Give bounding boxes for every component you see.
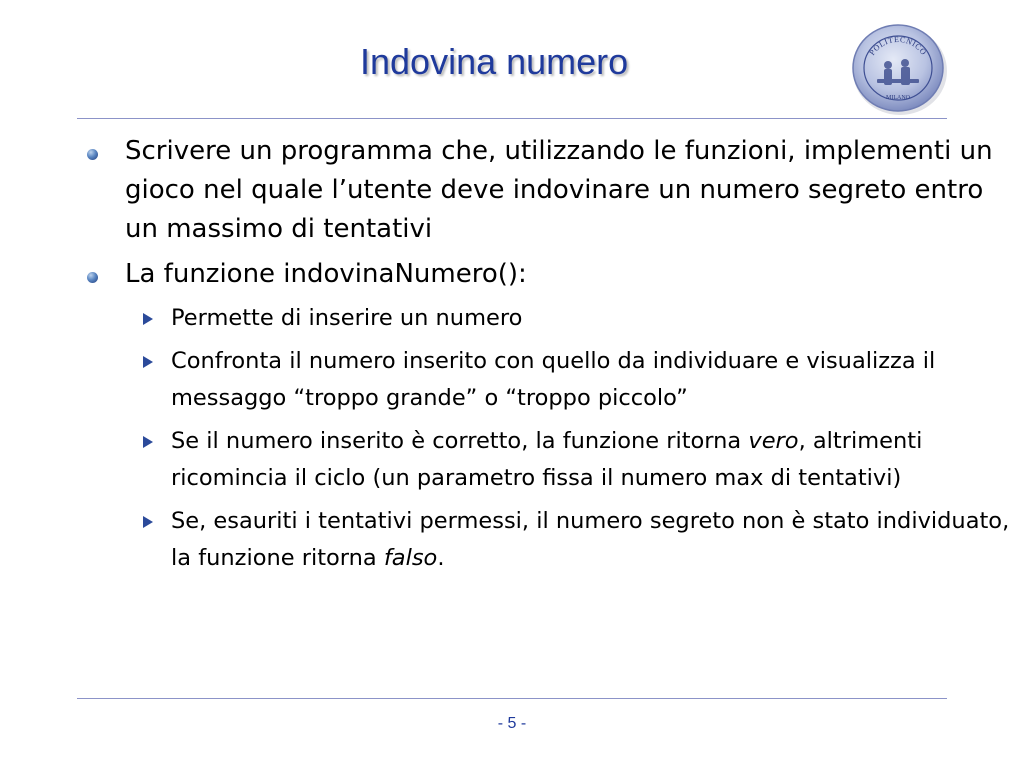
sub-bullet-item: [0, 300, 1011, 337]
text-segment: Se, esauriti i tentativi permessi, il numero segreto non è stato individuato, la funzione ritorna: [171, 508, 1010, 571]
sub-bullet-item: [0, 503, 1011, 577]
bullet-item: [0, 255, 995, 294]
slide-body: [0, 132, 1024, 583]
logo-text-top: POLITECNICO: [867, 34, 929, 57]
sub-bullet-item: [0, 343, 1011, 417]
sub-bullet-text: [171, 508, 1009, 571]
bullet-text: Scrivere un programma che, utilizzando le funzioni, implementi un gioco nel quale l’utente deve indovinare un numero segreto entro un massimo di tentativi: [125, 136, 993, 244]
sphere-bullet-icon: [87, 272, 98, 283]
triangle-bullet-icon: [143, 313, 153, 325]
emphasis-falso: falso: [383, 545, 438, 571]
bullet-text: La funzione indovinaNumero():: [125, 259, 527, 289]
header-divider: [77, 118, 947, 119]
sphere-bullet-icon: [87, 149, 98, 160]
logo-text-bottom: MILANO: [886, 95, 910, 101]
page-number: - 5 -: [497, 715, 527, 732]
text-segment: Se il numero inserito è corretto, la funzione ritorna: [171, 428, 749, 454]
triangle-bullet-icon: [143, 436, 153, 448]
sub-bullet-text: Confronta il numero inserito con quello da individuare e visualizza il messaggo “troppo grande” o “troppo piccolo”: [171, 348, 936, 411]
text-segment: , altrimenti ricomincia il ciclo (un parametro fissa il numero max di tentativi): [171, 428, 923, 491]
sub-bullet-text: [171, 428, 922, 491]
slide-title: Indovina numero: [360, 41, 629, 82]
sub-bullet-text: Permette di inserire un numero: [171, 305, 523, 331]
triangle-bullet-icon: [143, 356, 153, 368]
sub-bullet-item: [0, 423, 1011, 497]
triangle-bullet-icon: [143, 516, 153, 528]
bullet-item: [0, 132, 995, 249]
emphasis-vero: vero: [748, 428, 799, 454]
footer-divider: [77, 698, 947, 699]
politecnico-milano-seal-logo: [847, 19, 949, 117]
text-segment: .: [437, 545, 445, 571]
